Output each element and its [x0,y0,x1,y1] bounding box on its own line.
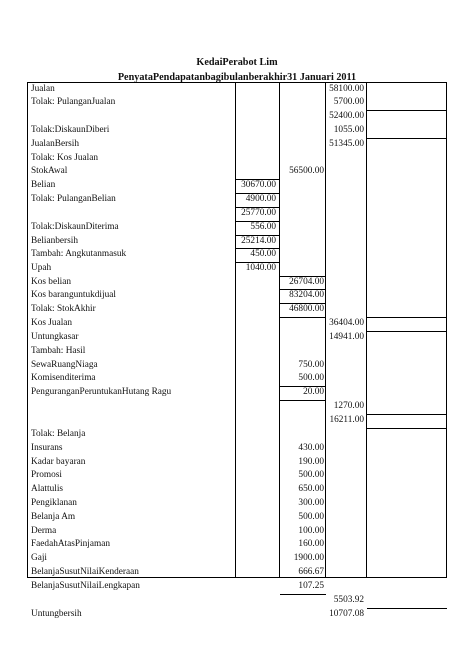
amount-col-2: 160.00 [298,539,324,549]
subtotal-rule [367,110,447,111]
amount-col-2: 650.00 [298,484,324,494]
row-label: Tambah: Hasil [31,346,86,356]
amount-col-3: 14941.00 [329,332,364,342]
amount-col-2: 83204.00 [289,290,324,300]
subtotal-rule [236,235,280,236]
table-row [28,608,446,621]
table-row [28,124,446,137]
amount-col-2: 430.00 [298,443,324,453]
amount-col-2: 1900.00 [293,553,324,563]
amount-col-3: 5503.92 [333,595,364,605]
row-label: Kos belian [31,277,72,287]
table-row [28,289,446,302]
table-row [28,331,446,344]
table-row [28,165,446,178]
amount-col-2: 26704.00 [289,277,324,287]
table-row [28,414,446,427]
table-row [28,221,446,234]
amount-col-2: 500.00 [298,512,324,522]
row-label: BelanjaSusutNilaiLengkapan [31,581,140,591]
subtotal-rule [236,179,280,180]
row-label: Komisenditerima [31,373,96,383]
amount-col-3: 52400.00 [329,111,364,121]
amount-col-3: 10707.08 [329,609,364,619]
amount-col-2: 500.00 [298,470,324,480]
amount-col-2: 46800.00 [289,304,324,314]
table-row [28,428,446,441]
amount-col-2: 107.25 [298,581,324,591]
row-label: Insurans [31,443,63,453]
amount-col-3: 1270.00 [333,401,364,411]
row-label: Tolak:DiskaunDiberi [31,125,110,135]
amount-col-1: 30670.00 [241,180,276,190]
subtotal-rule [367,138,447,139]
row-label: Tolak: Kos Jualan [31,153,98,163]
amount-col-3: 58100.00 [329,84,364,94]
row-label: BelanjaSusutNilaiKenderaan [31,567,139,577]
company-title: KedaiPerabot Lim [196,57,278,68]
amount-col-2: 750.00 [298,360,324,370]
table-row [28,372,446,385]
subtotal-rule [280,317,326,318]
table-row [28,538,446,551]
table-row [28,552,446,565]
table-row [28,110,446,123]
table-row [28,400,446,413]
subtotal-rule [367,331,447,332]
subtotal-rule [367,414,447,415]
amount-col-1: 556.00 [250,222,276,232]
subtotal-rule [236,248,280,249]
row-label: Jualan [31,84,55,94]
row-label: Upah [31,263,52,273]
amount-col-1: 1040.00 [245,263,276,273]
table-row [28,511,446,524]
table-row [28,248,446,261]
subtotal-rule [280,276,326,277]
row-label: PenguranganPeruntukanHutang Ragu [31,387,172,397]
table-row [28,235,446,248]
table-row [28,179,446,192]
row-label: Promosi [31,470,62,480]
amount-col-2: 56500.00 [289,166,324,176]
row-label: FaedahAtasPinjaman [31,539,111,549]
income-statement-table [27,82,447,619]
row-label: Derma [31,526,57,536]
table-row [28,276,446,289]
row-label: Tolak: PulanganJualan [31,97,116,107]
amount-col-1: 25214.00 [241,236,276,246]
row-label: Tolak:DiskaunDiterima [31,222,119,232]
row-label: Untungkasar [31,332,79,342]
amount-col-2: 300.00 [298,498,324,508]
subtotal-rule [280,289,326,290]
table-row [28,317,446,330]
table-row [28,483,446,496]
subtotal-rule [236,221,280,222]
amount-col-2: 666.67 [298,567,324,577]
amount-col-3: 36404.00 [329,318,364,328]
table-row [28,580,446,593]
table-row [28,525,446,538]
row-label: Belianbersih [31,236,78,246]
row-label: Belanja Am [31,512,76,522]
row-label: JualanBersih [31,139,80,149]
amount-col-2: 20.00 [303,387,324,397]
subtotal-rule [367,428,447,429]
amount-col-1: 450.00 [250,249,276,259]
amount-col-1: 25770.00 [241,208,276,218]
subtotal-rule [280,386,326,387]
table-row [28,207,446,220]
table-row [28,345,446,358]
subtotal-rule [280,594,326,595]
table-row [28,442,446,455]
subtotal-rule [367,317,447,318]
row-label: Pengiklanan [31,498,77,508]
row-label: Belian [31,180,56,190]
row-label: Tambah: Angkutanmasuk [31,249,127,259]
statement-title: PenyataPendapatanbagibulanberakhir31 Januari 2011 [117,72,357,83]
row-label: Tolak: Belanja [31,429,86,439]
table-row [28,303,446,316]
table-row [28,386,446,399]
amount-col-2: 500.00 [298,373,324,383]
subtotal-rule [280,400,326,401]
row-label: Kos baranguntukdijual [31,290,116,300]
table-row [28,96,446,109]
row-label: Kos Jualan [31,318,73,328]
table-row [28,566,446,579]
amount-col-3: 5700.00 [333,97,364,107]
table-row [28,456,446,469]
subtotal-rule [236,262,280,263]
subtotal-rule [280,303,326,304]
subtotal-rule [367,608,447,609]
subtotal-rule [236,193,280,194]
table-row [28,594,446,607]
row-label: StokAwal [31,166,68,176]
amount-col-2: 190.00 [298,457,324,467]
row-label: Kadar bayaran [31,457,86,467]
table-row [28,497,446,510]
subtotal-rule [236,207,280,208]
table-row [28,359,446,372]
amount-col-3: 16211.00 [329,415,364,425]
table-row [28,193,446,206]
row-label: Tolak: PulanganBelian [31,194,116,204]
amount-col-1: 4900.00 [245,194,276,204]
table-row [28,83,446,96]
amount-col-3: 51345.00 [329,139,364,149]
row-label: SewaRuangNiaga [31,360,98,370]
row-label: Gaji [31,553,48,563]
table-row [28,138,446,151]
amount-col-3: 1055.00 [333,125,364,135]
row-label: Alattulis [31,484,64,494]
amount-col-2: 100.00 [298,526,324,536]
table-row [28,262,446,275]
row-label: Tolak: StokAkhir [31,304,96,314]
table-row [28,152,446,165]
table-row [28,469,446,482]
row-label: Untungbersih [31,609,82,619]
